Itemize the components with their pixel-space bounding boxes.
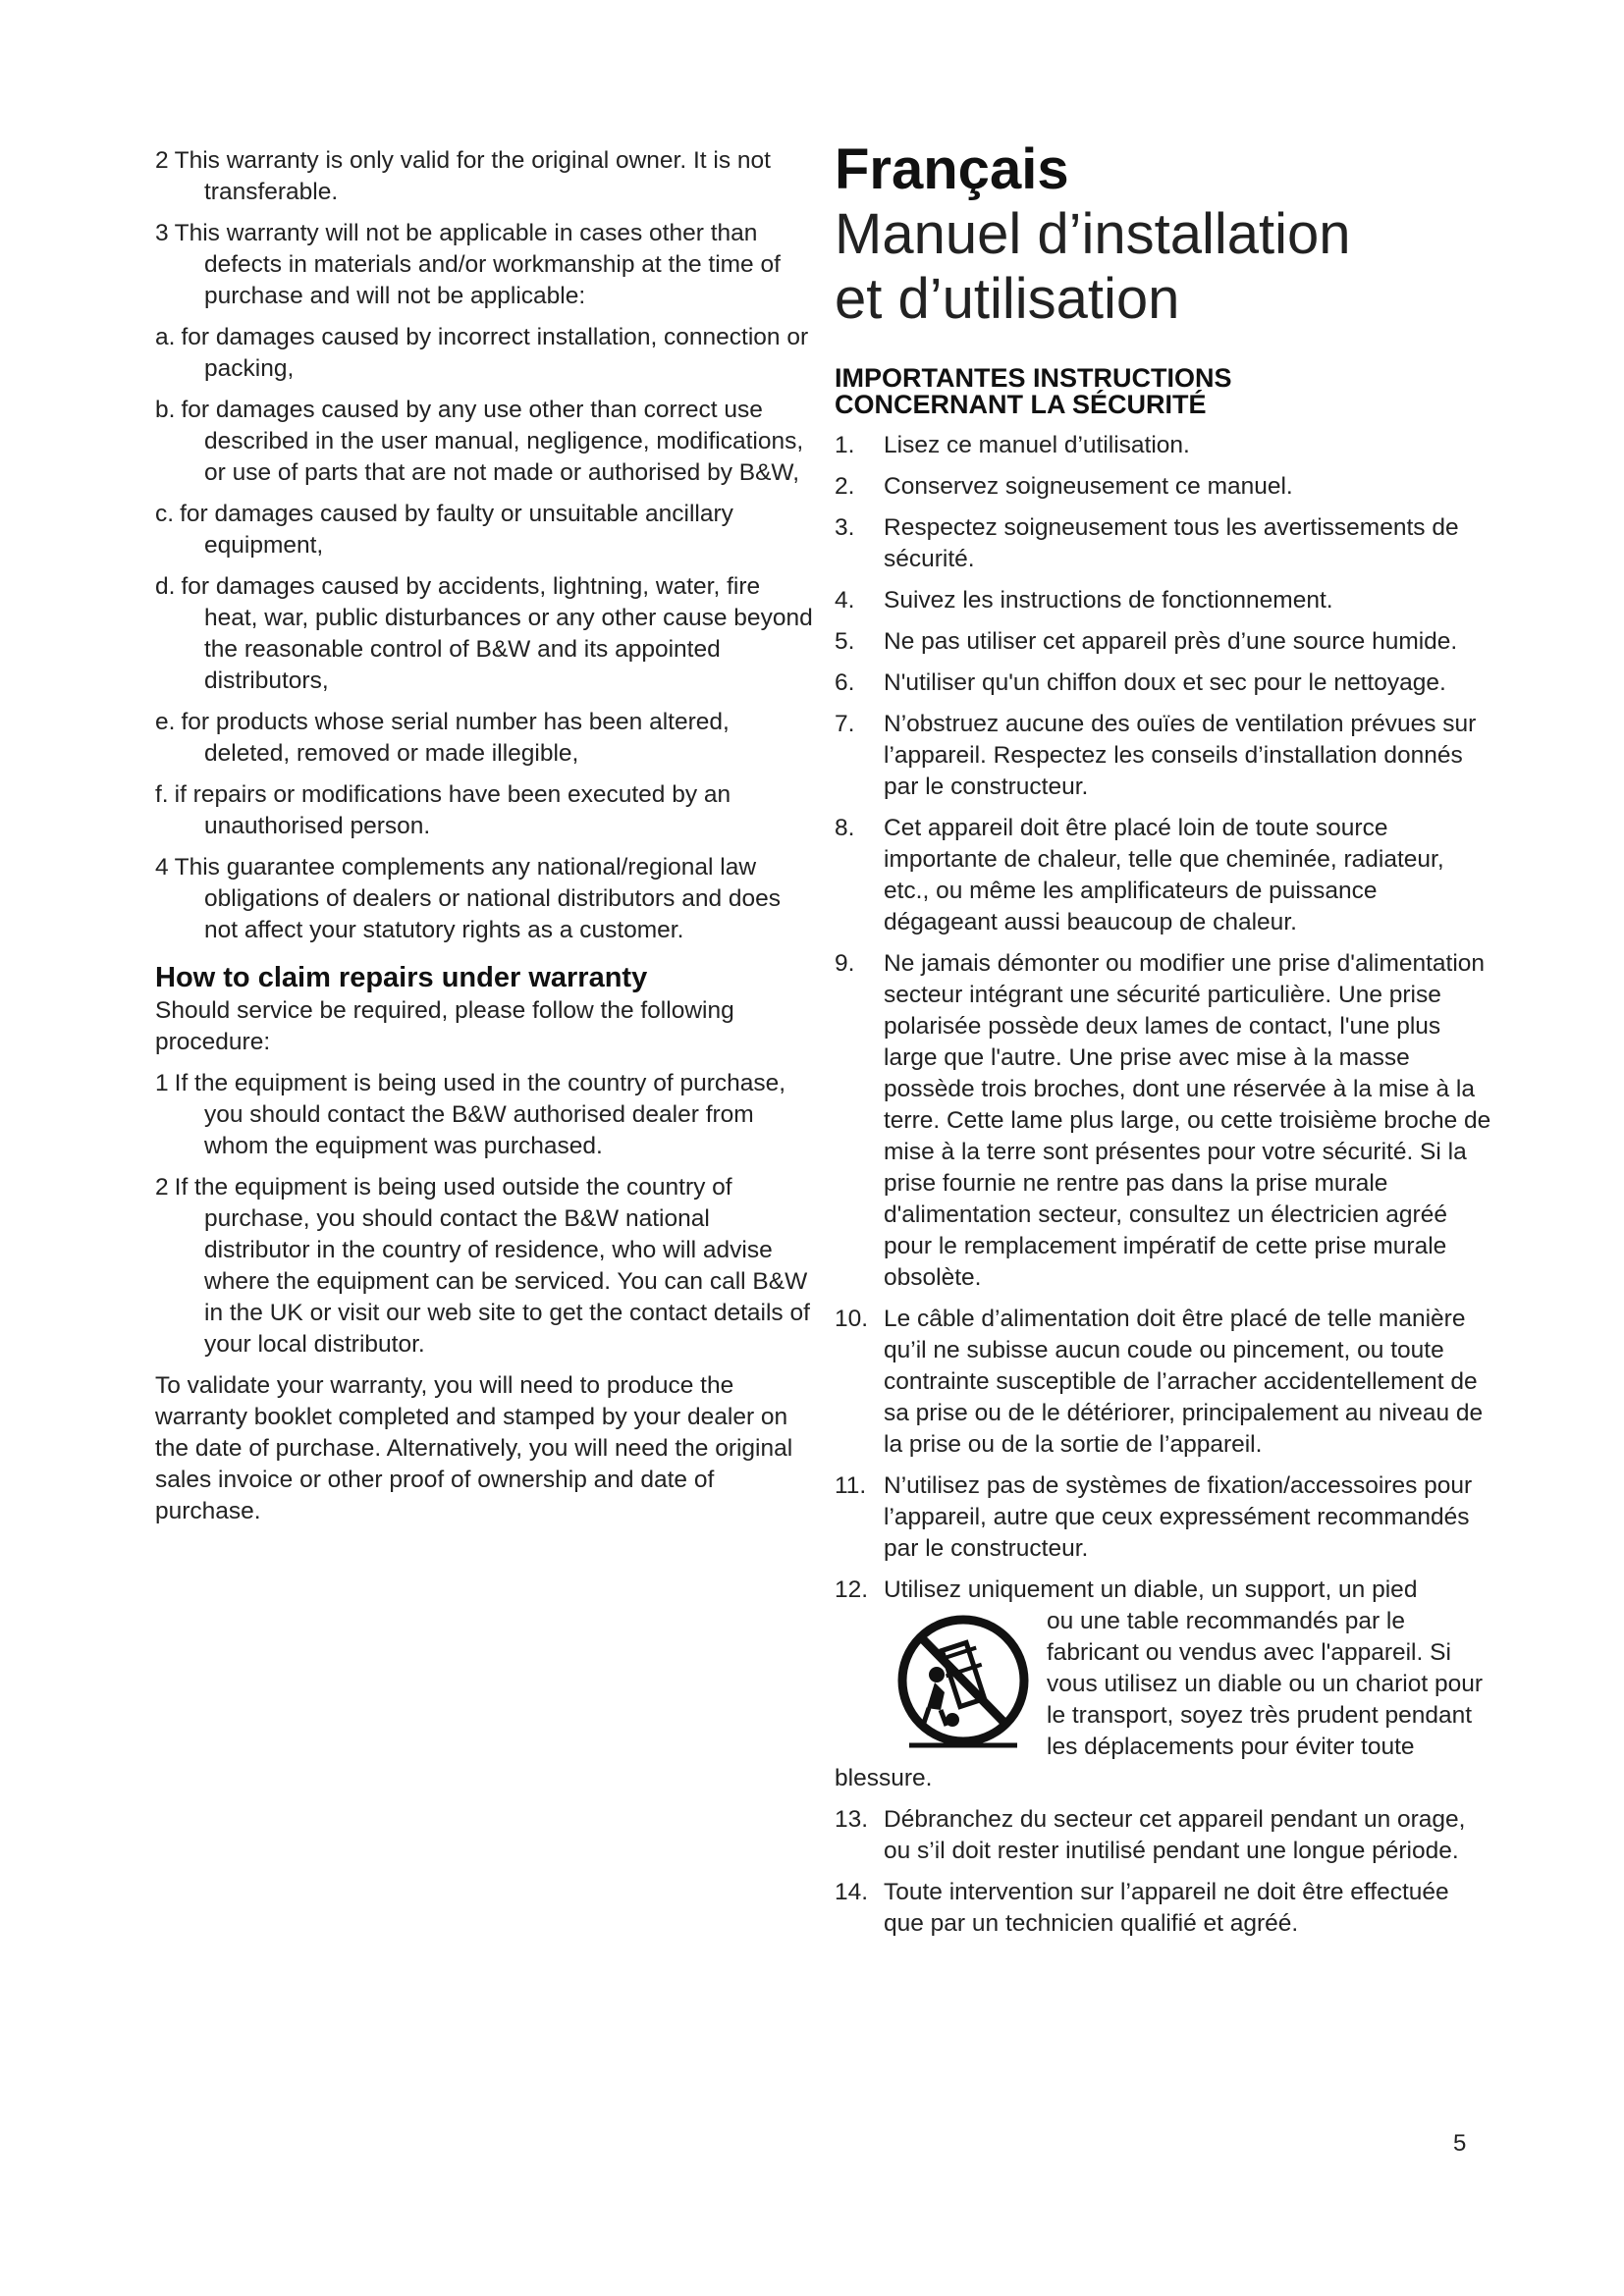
safety-item: 2. Conservez soigneusement ce manuel. (835, 473, 1293, 500)
safety-heading-line-1: IMPORTANTES INSTRUCTIONS (835, 363, 1232, 393)
warranty-item: d. for damages caused by accidents, lightning, water, fire heat, war, public disturbances or any other cause beyond the reasonable control of B&W and its appointed distributors, (155, 573, 813, 694)
safety-item: 1. Lisez ce manuel d’utilisation. (835, 432, 1190, 458)
french-column (835, 137, 1492, 1949)
no-cart-tipover-icon (890, 1610, 1037, 1757)
warranty-item: 3 This warranty will not be applicable in cases other than defects in materials and/or workmanship at the time of purchase and will not be applicable: (155, 220, 781, 309)
warranty-item: b. for damages caused by any use other than correct use described in the user manual, negligence, modifications, or use of parts that are not made or authorised by B&W, (155, 397, 804, 486)
language-title: Français (835, 137, 1069, 201)
safety-item: 8. Cet appareil doit être placé loin de toute source importante de chaleur, telle que cheminée, radiateur, etc., ou même les amplificateurs de puissance dégageant aussi beaucoup de chaleur. (835, 815, 1444, 935)
safety-item: 7. N’obstruez aucune des ouïes de ventilation prévues sur l’appareil. Respectez les conseils d’installation donnés par le constructeur. (835, 711, 1477, 800)
safety-item-cart: 12. Utilisez uniquement un diable, un support, un pied ou une table recommandés par le fabricant ou vendus avec l'appareil. Si vous utilisez un diable ou un chariot pour le transport, soyez très prudent pendant les déplacements pour éviter toute blessure. (835, 1575, 1492, 1794)
safety-item: 4. Suivez les instructions de fonctionnement. (835, 587, 1333, 614)
warranty-item: 4 This guarantee complements any national/regional law obligations of dealers or national distributors and does not affect your statutory rights as a customer. (155, 854, 782, 943)
document-title (835, 202, 1492, 332)
claim-item: 1 If the equipment is being used in the country of purchase, you should contact the B&W authorised dealer from whom the equipment was purchased. (155, 1070, 786, 1159)
closing-paragraph: To validate your warranty, you will need to produce the warranty booklet completed and stamped by your dealer on the date of purchase. Alternatively, you will need the original sales invoice or other proof of ownership and date of purchase. (155, 1372, 793, 1524)
claim-intro: Should service be required, please follow the following procedure: (155, 997, 734, 1055)
safety-item: 9. Ne jamais démonter ou modifier une prise d'alimentation secteur intégrant une sécurité particulière. Une prise polarisée possède deux lames de contact, l'une plus large que l'autre. Une prise avec mise à la masse possède trois broches, dont une réservée à la mise à la terre. Cette lame plus large, ou cette troisième broche de mise à la terre sont présentes pour votre sécurité. Si la prise fournie ne rentre pas dans la prise murale d'alimentation secteur, consultez un électricien agréé pour le remplacement impératif de cette prise murale obsolète. (835, 950, 1491, 1291)
safety-item: 10. Le câble d’alimentation doit être placé de telle manière qu’il ne subisse aucun coude ou pincement, ou toute contrainte susceptible de l’arracher accidentellement de sa prise ou de le détériorer, principalement au niveau de la prise ou de la sortie de l’appareil. (835, 1306, 1484, 1458)
safety-item: 5. Ne pas utiliser cet appareil près d’une source humide. (835, 628, 1458, 655)
safety-item: 13. Débranchez du secteur cet appareil pendant un orage, ou s’il doit rester inutilisé pendant une longue période. (835, 1806, 1466, 1864)
safety-item: 14. Toute intervention sur l’appareil ne doit être effectuée que par un technicien qualifié et agréé. (835, 1879, 1449, 1937)
safety-item: 3. Respectez soigneusement tous les avertissements de sécurité. (835, 514, 1459, 572)
warranty-item: f. if repairs or modifications have been executed by an unauthorised person. (155, 781, 731, 839)
warranty-list (155, 145, 813, 946)
safety-item: 6. N'utiliser qu'un chiffon doux et sec pour le nettoyage. (835, 669, 1446, 696)
claim-list (155, 1068, 813, 1361)
warranty-item: c. for damages caused by faulty or unsuitable ancillary equipment, (155, 501, 733, 559)
warranty-item: 2 This warranty is only valid for the original owner. It is not transferable. (155, 147, 771, 205)
claim-item: 2 If the equipment is being used outside the country of purchase, you should contact the B&W national distributor in the country of residence, who will advise where the equipment can be serviced. You can call B&W in the UK or visit our web site to get the contact details of your local distributor. (155, 1174, 810, 1358)
claim-heading: How to claim repairs under warranty (155, 962, 648, 993)
warranty-column (155, 145, 813, 1537)
warranty-item: e. for products whose serial number has been altered, deleted, removed or made illegible, (155, 709, 730, 767)
safety-heading-line-2: CONCERNANT LA SÉCURITÉ (835, 390, 1207, 419)
safety-list (835, 430, 1492, 1940)
cart-item-body: ou une table recommandés par le fabricant ou vendus avec l'appareil. Si vous utilisez un diable ou un chariot pour le transport, soyez très prudent pendant les déplacements pour éviter toute blessure. (835, 1608, 1484, 1791)
safety-heading (835, 365, 1492, 418)
document-title-line-2: et d’utilisation (835, 267, 1180, 331)
document-title-line-1: Manuel d’installation (835, 202, 1351, 266)
safety-item: 11. N’utilisez pas de systèmes de fixation/accessoires pour l’appareil, autre que ceux expressément recommandés par le constructeur. (835, 1472, 1473, 1562)
warranty-item: a. for damages caused by incorrect installation, connection or packing, (155, 324, 809, 382)
page-number: 5 (1453, 2130, 1467, 2157)
